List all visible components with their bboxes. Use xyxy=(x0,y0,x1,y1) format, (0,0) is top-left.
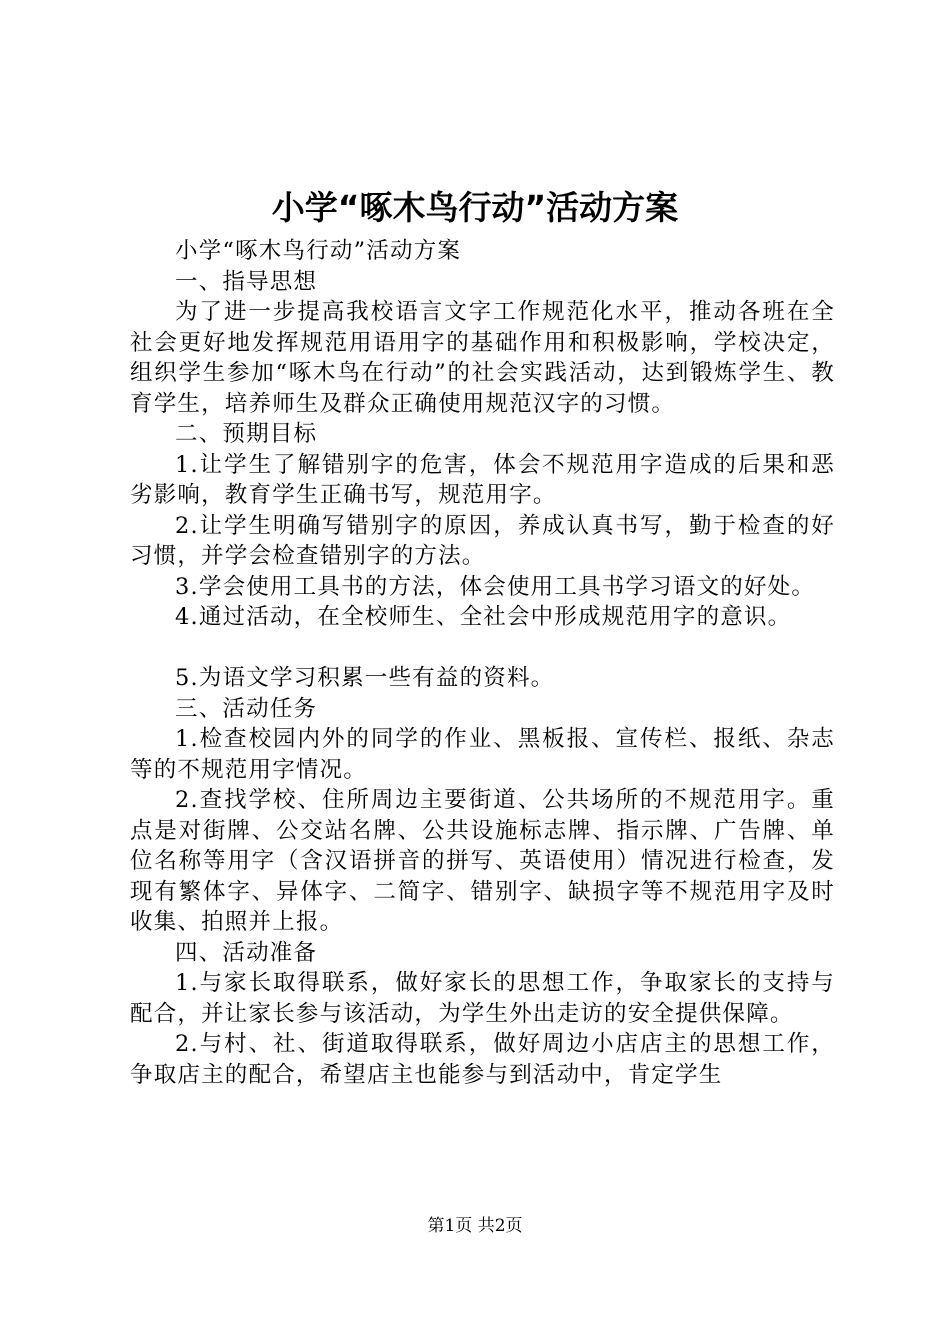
paragraph-guiding-thought: 为了进一步提高我校语言文字工作规范化水平，推动各班在全社会更好地发挥规范用语用字的基础作用和积极影响，学校决定，组织学生参加“啄木鸟在行动”的社会实践活动，达到锻炼学生、教育学生，培养师生及群众正确使用规范汉字的习惯。 xyxy=(130,299,835,417)
goal-item-5: 5.为语文学习积累一些有益的资料。 xyxy=(175,665,555,691)
section-heading-activity-preparation: 四、活动准备 xyxy=(175,939,318,966)
task-item-2: 2.查找学校、住所周边主要街道、公共场所的不规范用字。重点是对街牌、公交站名牌、公共设施标志牌、指示牌、广告牌、单位名称等用字（含汉语拼音的拼写、英语使用）情况进行检查，发现有繁体字、异体字、二简字、错别字、缺损字等不规范用字及时收集、拍照并上报。 xyxy=(130,787,835,935)
section-heading-activity-tasks: 三、活动任务 xyxy=(175,695,318,722)
paragraph-subtitle: 小学“啄木鸟行动”活动方案 xyxy=(175,238,462,264)
document-title: 小学“啄木鸟行动”活动方案 xyxy=(271,188,679,227)
page-footer: 第1页 共2页 xyxy=(427,1216,523,1236)
goal-item-2: 2.让学生明确写错别字的原因，养成认真书写，勤于检查的好习惯，并学会检查错别字的方法。 xyxy=(130,512,835,569)
section-heading-expected-goals: 二、预期目标 xyxy=(175,421,318,447)
section-heading-guiding-thought: 一、指导思想 xyxy=(175,268,318,295)
goal-item-4: 4.通过活动，在全校师生、全社会中形成规范用字的意识。 xyxy=(175,604,792,630)
document-body xyxy=(130,236,835,1090)
preparation-item-2: 2.与村、社、街道取得联系，做好周边小店店主的思想工作，争取店主的配合，希望店主也能参与到活动中，肯定学生 xyxy=(130,1031,835,1088)
goal-item-1: 1.让学生了解错别字的危害，体会不规范用字造成的后果和恶劣影响，教育学生正确书写，规范用字。 xyxy=(130,451,835,508)
task-item-1: 1.检查校园内外的同学的作业、黑板报、宣传栏、报纸、杂志等的不规范用字情况。 xyxy=(130,726,835,783)
blank-line xyxy=(130,633,835,664)
preparation-item-1: 1.与家长取得联系，做好家长的思想工作，争取家长的支持与配合，并让家长参与该活动，为学生外出走访的安全提供保障。 xyxy=(130,970,835,1027)
goal-item-3: 3.学会使用工具书的方法，体会使用工具书学习语文的好处。 xyxy=(175,573,816,600)
